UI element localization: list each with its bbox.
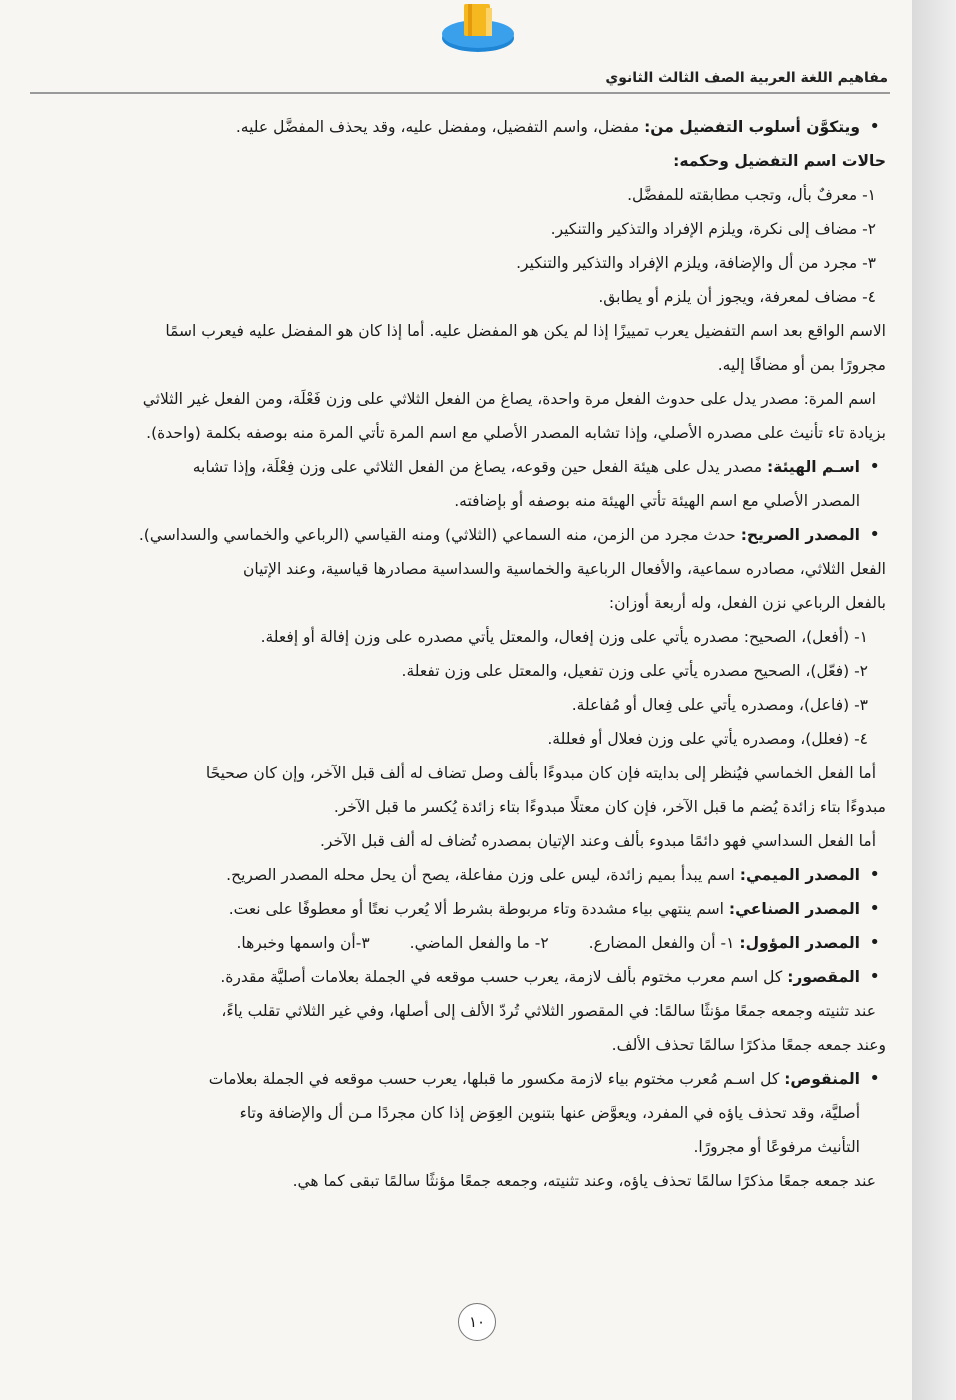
tafdeel-intro: • ويتكوَّن أسلوب التفضيل من: مفضل، واسم التفضيل، ومفضل عليه، وقد يحذف المفضَّل عليه.	[22, 110, 886, 144]
manqoos-line: أصليَّة، وقد تحذف ياؤه في المفرد، ويعوَّض عنها بتنوين العِوَض إذا كان مجردًا مـن أل والإضافة وتاء	[239, 1104, 860, 1122]
tafdeel-heading: حالات اسم التفضيل وحكمه:	[673, 152, 886, 170]
tafdeel-note-line: مجرورًا بمن أو مضافًا إليه.	[717, 356, 886, 374]
marra-line: اسم المرة: مصدر يدل على حدوث الفعل مرة واحدة، يصاغ من الفعل الثلاثي على وزن فَعْلَة، ومن الفعل غير الثلاثي	[142, 390, 876, 408]
khumasi-line: أما الفعل الخماسي فيُنظر إلى بدايته فإن كان مبدوءًا بألف وصل تضاف له ألف قبل الآخر، وإن كان صحيحًا	[205, 764, 876, 782]
sudasi-line: أما الفعل السداسي فهو دائمًا مبدوء بألف وعند الإتيان بمصدره تُضاف له ألف قبل الآخر.	[320, 832, 876, 850]
hayaa-line: المصدر الأصلي مع اسم الهيئة تأتي الهيئة منه بوصفه أو بإضافته.	[454, 492, 860, 510]
manqoos-line: • المنقوص: كل اسـم مُعرب مختوم بياء لازمة مكسور ما قبلها، يعرب حسب موقعه في الجملة بعلامات	[22, 1062, 886, 1096]
rubaai-wazn-3: ٣- (فاعل)، ومصدره يأتي على فِعال أو مُفاعلة.	[571, 696, 868, 714]
rubaai-wazn-4: ٤- (فعلل)، ومصدره يأتي على وزن فعلال أو فعللة.	[547, 730, 868, 748]
marra-line: بزيادة تاء تأنيث على مصدره الأصلي، وإذا تشابه المصدر الأصلي مع اسم المرة تأتي المرة منه بوصفه بكلمة (واحدة).	[146, 424, 886, 442]
header-divider	[30, 92, 890, 94]
hayaa-line: • اسـم الهيئة: مصدر يدل على هيئة الفعل حين وقوعه، يصاغ من الفعل الثلاثي على وزن فِعْلَة، وإذا تشابه	[22, 450, 886, 484]
manqoos-line: عند جمعه جمعًا مذكرًا سالمًا تحذف ياؤه، وعند تثنيته، وجمعه جمعًا مؤنثًا سالمًا تبقى كما هي.	[292, 1172, 876, 1190]
book-logo-icon	[438, 0, 518, 64]
muawwal-line: • المصدر المؤول: ١- أن والفعل المضارع. ٢- ما والفعل الماضي. ٣-أن واسمها وخبرها.	[22, 926, 886, 960]
page-content	[22, 110, 886, 1198]
page-number: ١٠	[458, 1303, 496, 1341]
maqsoor-line: • المقصور: كل اسم معرب مختوم بألف لازمة، يعرب حسب موقعه في الجملة بعلامات أصليَّة مقدرة.	[22, 960, 886, 994]
sareeh-line: • المصدر الصريح: حدث مجرد من الزمن، منه السماعي (الثلاثي) ومنه القياسي (الرباعي والخماسي والسداسي).	[22, 518, 886, 552]
khumasi-line: مبدوءًا بتاء زائدة يُضم ما قبل الآخر، فإن كان معتلًا مبدوءًا بتاء زائدة يُكسر ما قبل الآخر.	[333, 798, 886, 816]
sareeh-line: بالفعل الرباعي نزن الفعل، وله أربعة أوزان:	[608, 594, 886, 612]
muawwal-item-3: ٣-أن واسمها وخبرها.	[236, 934, 370, 952]
sinaai-line: • المصدر الصناعي: اسم ينتهي بياء مشددة وتاء مربوطة بشرط ألا يُعرب نعتًا أو معطوفًا على نعت.	[22, 892, 886, 926]
muawwal-item-2: ٢- ما والفعل الماضي.	[409, 934, 549, 952]
tafdeel-case-3: ٣- مجرد من أل والإضافة، ويلزم الإفراد والتذكير والتنكير.	[516, 254, 876, 272]
sareeh-line: الفعل الثلاثي، مصادره سماعية، والأفعال الرباعية والخماسية والسداسية مصادرها قياسية، وعند الإتيان	[243, 560, 886, 578]
meemi-line: • المصدر الميمي: اسم يبدأ بميم زائدة، ليس على وزن مفاعلة، يصح أن يحل محله المصدر الصريح.	[22, 858, 886, 892]
tafdeel-case-4: ٤- مضاف لمعرفة، ويجوز أن يلزم أو يطابق.	[598, 288, 876, 306]
tafdeel-case-1: ١- معرفٌ بأل، وتجب مطابقته للمفضَّل.	[627, 186, 876, 204]
tafdeel-note-line: الاسم الواقع بعد اسم التفضيل يعرب تمييزًا إذا لم يكن هو المفضل عليه. أما إذا كان هو المفضل عليه فيعرب اسمًا	[165, 322, 886, 340]
tafdeel-case-2: ٢- مضاف إلى نكرة، ويلزم الإفراد والتذكير والتنكير.	[550, 220, 876, 238]
maqsoor-line: عند تثنيته وجمعه جمعًا مؤنثًا سالمًا: في المقصور الثلاثي تُردّ الألف إلى أصلها، وفي غير الثلاثي تقلب ياءً،	[221, 1002, 876, 1020]
page-header-title: مفاهيم اللغة العربية الصف الثالث الثانوي	[605, 70, 888, 86]
maqsoor-line: وعند جمعه جمعًا مذكرًا سالمًا تحذف الألف.	[611, 1036, 886, 1054]
rubaai-wazn-1: ١- (أفعل)، الصحيح: مصدره يأتي على وزن إفعال، والمعتل يأتي مصدره على وزن إفالة أو إفعلة.	[260, 628, 868, 646]
page-edge-shadow	[912, 0, 956, 1400]
manqoos-line: التأنيث مرفوعًا أو مجرورًا.	[693, 1138, 860, 1156]
rubaai-wazn-2: ٢- (فعّل)، الصحيح مصدره يأتي على وزن تفعيل، والمعتل على وزن تفعلة.	[401, 662, 868, 680]
